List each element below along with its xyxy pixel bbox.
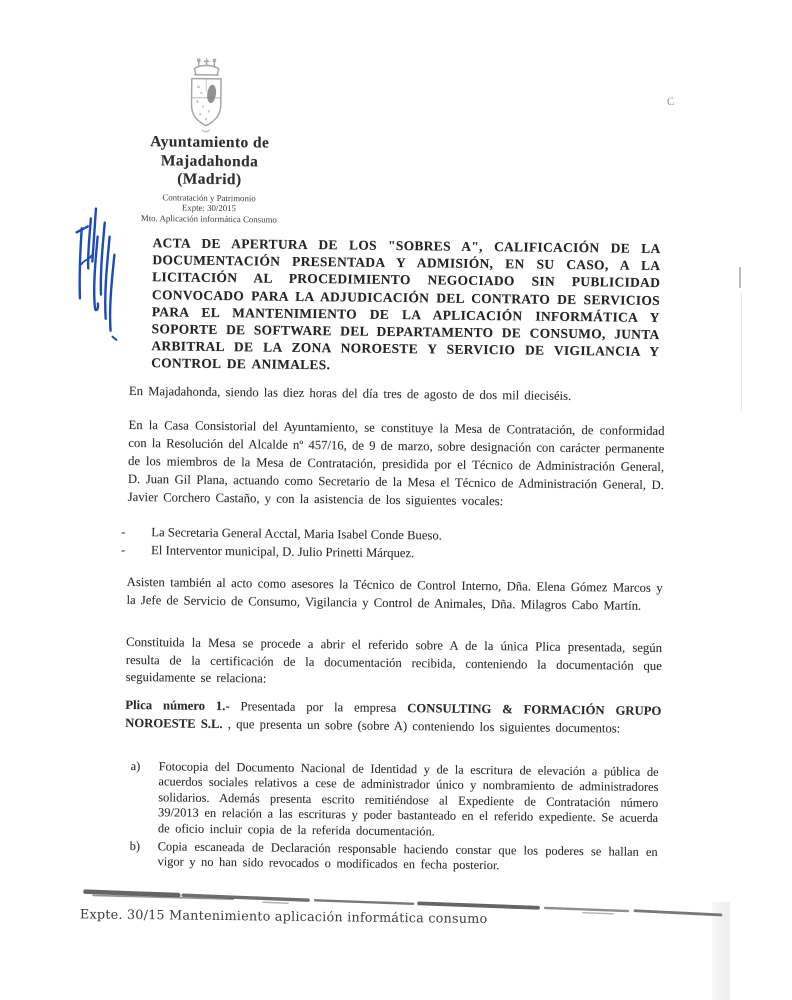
plica-text1: Presentada por la empresa — [229, 699, 408, 716]
list-item-b — [129, 839, 657, 876]
pen-scribble-icon — [71, 206, 128, 347]
scan-artifact-mark: C — [666, 95, 676, 109]
document-title: ACTA DE APERTURA DE LOS "SOBRES A", CALIFICACIÓN DE LA DOCUMENTACIÓN PRESENTADA Y ADMISIÓN, EN SU CASO, A LA LICITACIÓN AL PROCEDIMIENTO NEGOCIADO SIN PUBLICIDAD CONVOCADO PARA LA ADJUDICACIÓN DEL CONTRATO DE SERVICIOS PARA EL MANTENIMIENTO DE LA APLICACIÓN INFORMÁTICA Y SOPORTE DE SOFTWARE DEL DEPARTAMENTO DE CONSUMO, JUNTA ARBITRAL DE LA ZONA NOROESTE Y SERVICIO DE VIGILANCIA Y CONTROL DE ANIMALES. — [151, 235, 661, 373]
documents-list — [129, 759, 658, 879]
item-text: Fotocopia del Documento Nacional de Identidad y de la escritura de elevación a pública de acuerdos sociales relativos a cese de administrador único y nombramiento de administradores solidarios. Además presenta escrito remitiéndose al Expediente de Contratación número 39/2013 en relación a las escrituras y poder bastanteado en el referido expediente. Se acuerda de oficio incluir copia de la referida documentación. — [157, 759, 659, 839]
plica-company-name: CONSULTING & FORMACIÓN GRUPO NOROESTE S.L. — [125, 701, 662, 731]
org-name-line2: Majadahonda — [160, 151, 259, 170]
vocal-text: La Secretaria General Acctal, Maria Isabel Conde Bueso. — [151, 525, 442, 543]
coat-of-arms-icon — [176, 57, 237, 136]
paragraph-asesores: Asisten también al acto como asesores la Técnico de Control Interno, Dña. Elena Gómez Marcos y la Jefe de Servicio de Consumo, Vigilancia y Control de Animales, Dña. Milagros Cabo Martín. — [126, 574, 663, 613]
vocales-list — [119, 524, 659, 565]
scan-edge-shadow — [712, 902, 730, 1000]
footer-expediente: Expte. 30/15 Mantenimiento aplicación informática consumo — [79, 907, 488, 928]
list-item-a — [130, 759, 659, 842]
paragraph-apertura-sobre: Constituida la Mesa se procede a abrir el referido sobre A de la única Plica presentada, según resulta de la certificación de la documentación recibida, conteniendo la documentación que seguidamente se relaciona: — [125, 634, 663, 686]
item-text: Copia escaneada de Declaración responsable haciendo constar que los poderes se hallan en vigor y no han sido revocados o modificados en fecha posterior. — [157, 839, 658, 873]
org-name-line3: (Madrid) — [177, 170, 242, 189]
item-label: a) — [130, 758, 141, 774]
dash-marker: - — [121, 524, 126, 539]
scan-artifact-streak — [741, 292, 742, 412]
plica-lead: Plica número 1.- — [125, 697, 230, 714]
scan-artifact-dash — [739, 267, 741, 288]
reference-line: Mto. Aplicación informática Consumo — [140, 212, 277, 225]
dash-marker: - — [121, 542, 126, 557]
paragraph-plica — [125, 697, 661, 738]
item-label: b) — [129, 838, 141, 854]
org-name-line1: Ayuntamiento de — [150, 133, 270, 152]
dept-line: Contratación y Patrimonio — [162, 191, 256, 203]
expediente-line: Expte: 30/2015 — [181, 202, 237, 214]
paragraph-date: En Majadahonda, siendo las diez horas del día tres de agosto de dos mil dieciséis. — [128, 383, 572, 403]
plica-text2: , que presenta un sobre (sobre A) conteniendo los siguientes documentos: — [222, 716, 621, 736]
paragraph-mesa-constitucion: En la Casa Consistorial del Ayuntamiento, se constituye la Mesa de Contratación, de conformidad con la Resolución del Alcalde nº 457/16, de 9 de marzo, sobre designación con carácter permanente de los miembros de la Mesa de Contratación, presidida por el Técnico de Administración General, D. Juan Gil Plana, actuando como Secretario de la Mesa el Técnico de Administración General, D. Javier Corchero Castaño, y con la asistencia de los siguientes vocales: — [127, 417, 665, 509]
vocal-text: El Interventor municipal, D. Julio Prinetti Márquez. — [151, 542, 415, 560]
